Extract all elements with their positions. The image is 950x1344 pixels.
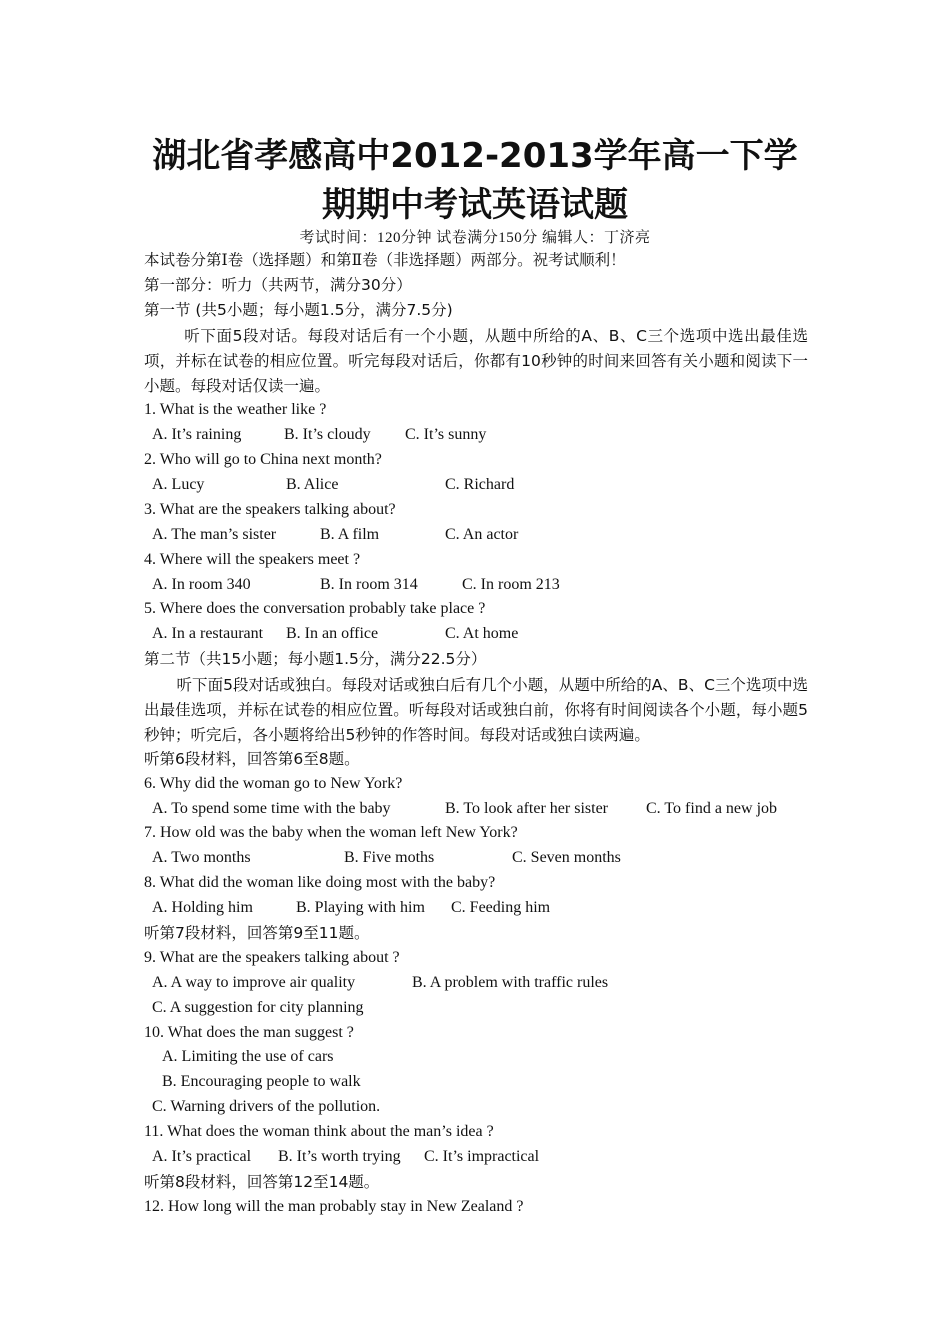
title-line-1: 湖北省孝感高中2012-2013学年高一下学 [152, 136, 798, 176]
q9-option-b: B. A problem with traffic rules [412, 974, 609, 991]
q8-option-c: C. Feeding him [451, 899, 551, 916]
question-11: 11. What does the woman think about the man’s idea ? [144, 1123, 494, 1140]
question-10: 10. What does the man suggest ? [144, 1024, 354, 1041]
exam-intro: 本试卷分第Ⅰ卷（选择题）和第Ⅱ卷（非选择题）两部分。祝考试顺利！ [144, 252, 626, 269]
material-6-heading: 听第6段材料，回答第6至8题。 [144, 750, 360, 768]
q11-option-a: A. It’s practical [152, 1148, 252, 1165]
question-5: 5. Where does the conversation probably take place ? [144, 600, 486, 617]
question-2: 2. Who will go to China next month? [144, 451, 382, 468]
q8-option-a: A. Holding him [152, 899, 253, 916]
material-8-heading: 听第8段材料，回答第12至14题。 [144, 1173, 380, 1191]
q10-option-c: C. Warning drivers of the pollution. [152, 1098, 381, 1115]
question-3: 3. What are the speakers talking about? [144, 501, 396, 518]
part1-heading: 第一部分：听力（共两节，满分30分） [144, 276, 412, 294]
section1-instructions: 听下面5段对话。每段对话后有一个小题，从题中所给的A、B、C三个选项中选出最佳选项，并标在试卷的相应位置。听完每段对话后，你都有10秒钟的时间来回答有关小题和阅读下一小题。每段对话仅读一遍。 [144, 327, 808, 395]
q2-option-a: A. Lucy [152, 476, 205, 493]
q8-option-b: B. Playing with him [296, 899, 425, 916]
title-line-2: 期期中考试英语试题 [322, 185, 628, 225]
material-7-heading: 听第7段材料，回答第9至11题。 [144, 924, 370, 942]
q4-option-c: C. In room 213 [462, 576, 560, 593]
q4-option-b: B. In room 314 [320, 576, 418, 593]
q5-option-b: B. In an office [286, 625, 379, 642]
question-1: 1. What is the weather like ? [144, 401, 327, 418]
q10-option-a: A. Limiting the use of cars [162, 1048, 334, 1065]
q7-option-b: B. Five moths [344, 849, 435, 866]
q3-option-a: A. The man’s sister [152, 526, 277, 543]
q3-option-b: B. A film [320, 526, 380, 543]
q4-option-a: A. In room 340 [152, 576, 251, 593]
question-8: 8. What did the woman like doing most with the baby? [144, 874, 496, 891]
q9-option-c: C. A suggestion for city planning [152, 999, 364, 1016]
q10-option-b: B. Encouraging people to walk [162, 1073, 361, 1090]
q9-option-a: A. A way to improve air quality [152, 974, 356, 991]
section2-heading: 第二节（共15小题；每小题1.5分，满分22.5分） [144, 650, 487, 668]
question-12: 12. How long will the man probably stay in New Zealand ? [144, 1198, 524, 1215]
q1-option-c: C. It’s sunny [405, 426, 487, 443]
question-7: 7. How old was the baby when the woman left New York? [144, 824, 518, 841]
section1-heading: 第一节 (共5小题；每小题1.5分，满分7.5分) [144, 301, 453, 319]
question-6: 6. Why did the woman go to New York? [144, 775, 403, 792]
q1-option-a: A. It’s raining [152, 426, 242, 443]
section2-instructions: 听下面5段对话或独白。每段对话或独白后有几个小题，从题中所给的A、B、C三个选项中选出最佳选项，并标在试卷的相应位置。听每段对话或独白前，你将有时间阅读各个小题，每小题5秒钟；听完后，各小题将给出5秒钟的作答时间。每段对话或独白读两遍。 [144, 676, 808, 744]
exam-meta: 考试时间：120分钟 试卷满分150分 编辑人：丁济亮 [299, 230, 651, 246]
q2-option-c: C. Richard [445, 476, 515, 493]
q5-option-c: C. At home [445, 625, 519, 642]
question-4: 4. Where will the speakers meet ? [144, 551, 361, 568]
q6-option-b: B. To look after her sister [445, 800, 608, 817]
q2-option-b: B. Alice [286, 476, 339, 493]
q3-option-c: C. An actor [445, 526, 519, 543]
q7-option-c: C. Seven months [512, 849, 621, 866]
q6-option-a: A. To spend some time with the baby [152, 800, 391, 817]
question-9: 9. What are the speakers talking about ? [144, 949, 400, 966]
q6-option-c: C. To find a new job [646, 800, 778, 817]
q5-option-a: A. In a restaurant [152, 625, 264, 642]
q11-option-c: C. It’s impractical [424, 1148, 540, 1165]
q7-option-a: A. Two months [152, 849, 251, 866]
q1-option-b: B. It’s cloudy [284, 426, 371, 443]
q11-option-b: B. It’s worth trying [278, 1148, 401, 1165]
